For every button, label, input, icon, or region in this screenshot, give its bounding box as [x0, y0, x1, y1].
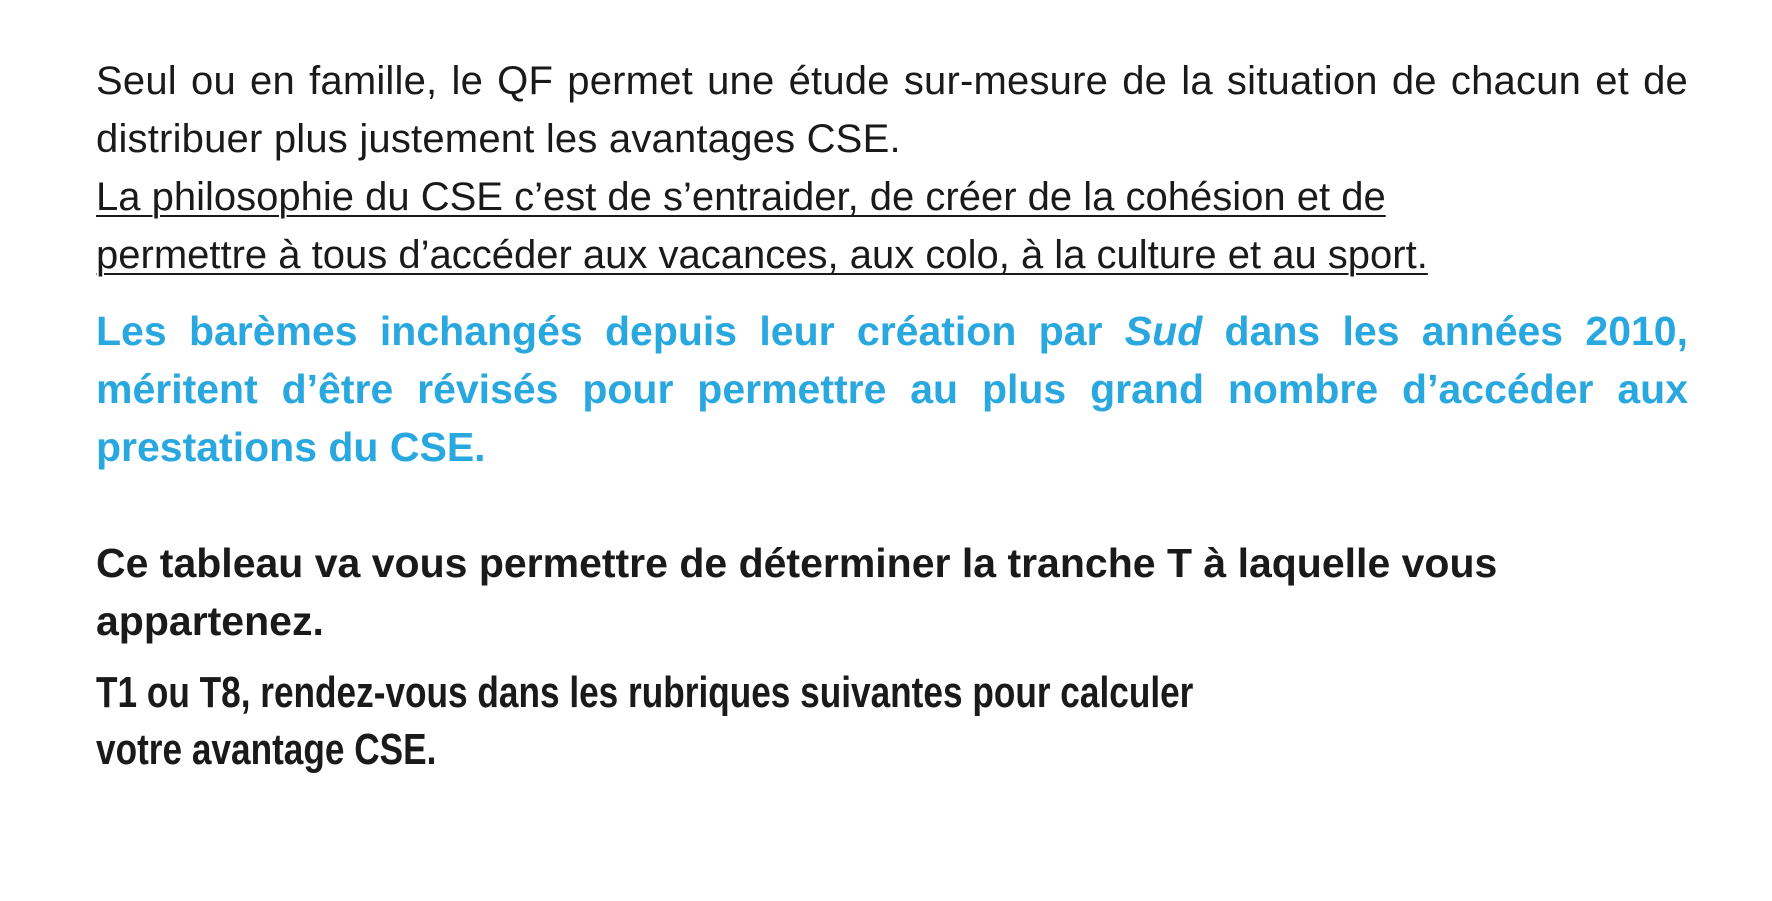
- document-page: [96, 52, 1688, 778]
- baremes-paragraph: [96, 302, 1688, 476]
- intro-paragraph: Seul ou en famille, le QF permet une étude sur-mesure de la situation de chacun et de distribuer plus justement les avantages CSE.: [96, 59, 1688, 161]
- callout-line-1: T1 ou T8, rendez-vous dans les rubriques suivantes pour calculer: [96, 668, 1194, 717]
- philosophy-paragraph: [96, 168, 1688, 284]
- baremes-text-after: dans les années 2010, méritent d’être révisés pour permettre au plus grand nombre d’accéder aux prestations du CSE.: [96, 308, 1689, 470]
- philosophy-line-1: La philosophie du CSE c’est de s’entraider, de créer de la cohésion et de: [96, 175, 1386, 219]
- callout-line-2: votre avantage CSE.: [96, 725, 437, 774]
- baremes-emphasis-sud: Sud: [1124, 308, 1203, 354]
- tableau-paragraph: Ce tableau va vous permettre de déterminer la tranche T à laquelle vous appartenez.: [96, 540, 1498, 644]
- philosophy-line-2: permettre à tous d’accéder aux vacances, aux colo, à la culture et au sport.: [96, 233, 1428, 277]
- baremes-text-before: Les barèmes inchangés depuis leur création par: [96, 308, 1125, 354]
- callout-heading: [96, 664, 1456, 778]
